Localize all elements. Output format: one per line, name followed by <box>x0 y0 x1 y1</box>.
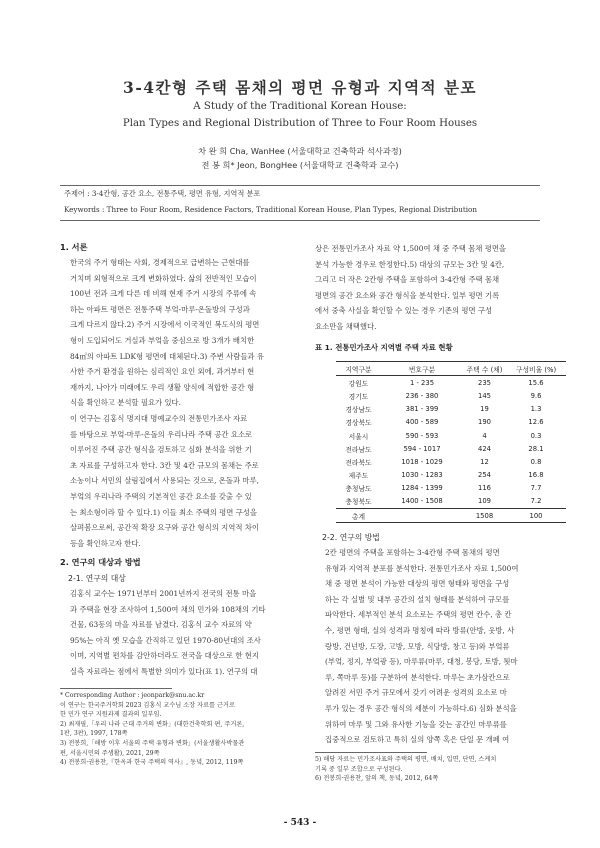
cell-count: 116 <box>478 484 491 493</box>
cell-count: 424 <box>478 444 491 453</box>
text-line: 건물, 63동의 마을 자료를 남겼다. 김홍식 교수 자료의 약 <box>70 620 252 630</box>
text-line: 이루어진 주택 공간 형식을 검토하고 심화 분석을 위한 기 <box>70 445 252 455</box>
cell-range: 1 - 235 <box>409 378 435 387</box>
text-line: 에서 중축 사실을 확인할 수 있는 경우 기존의 평면 구성 <box>315 306 493 316</box>
text-line: 형이 도입되어도 거실과 부엌을 중심으로 방 3개가 배치한 <box>70 335 255 345</box>
table-row <box>336 469 566 482</box>
cell-count: 4 <box>482 431 487 440</box>
text-line: 랑방, 건넌방, 도장, 고방, 모방, 식당방, 창고 등)와 부엌류 <box>325 641 510 651</box>
cell-ratio: 100 <box>506 509 566 523</box>
cell-range: 594 - 1017 <box>403 444 441 453</box>
paper-title-korean: 3-4칸형 주택 몸채의 평면 유형과 지역적 분포 <box>123 78 477 97</box>
cell-ratio: 7.2 <box>530 497 542 506</box>
text-line: 초 자료를 구성하고자 한다. 3칸 및 4칸 규모의 몸채는 주로 <box>70 460 259 470</box>
text-line: 실측 자료라는 점에서 특별한 의미가 있다(표 1). 연구의 대 <box>70 666 258 676</box>
right-column-intro <box>315 241 545 335</box>
footnote: 한 민가 연구 지원과제 결과의 일부임. <box>60 711 162 719</box>
cell-count: 12 <box>480 457 489 466</box>
text-line: 등을 확인하고자 한다. <box>70 538 141 548</box>
text-line: 알려진 서민 주거 규모에서 갖기 어려운 성격의 요소로 마 <box>325 688 507 698</box>
cell-count: 235 <box>478 378 491 387</box>
footnote-divider <box>60 688 172 689</box>
text-line: 요소만을 채택했다. <box>315 321 377 331</box>
footnote: 5) 해당 자료는 민가조사표와 주택의 평면, 배치, 입면, 단면, 스케치 <box>315 756 497 763</box>
text-line: 루가 있는 경우 공간 형식의 세분이 가능하다.6) 심화 분석을 <box>325 703 517 713</box>
cell-range: 1284 - 1399 <box>401 484 443 493</box>
cell-range: 381 - 399 <box>405 405 439 414</box>
footnotes-left <box>60 691 294 768</box>
cell-range: 1018 - 1029 <box>401 457 443 466</box>
text-line: 수, 평면 형태, 실의 성격과 명칭에 따라 방류(안방, 웃방, 사 <box>325 625 515 635</box>
cell-ratio: 0.3 <box>530 431 542 440</box>
cell-region: 충청남도 <box>345 485 372 494</box>
cell-count: 19 <box>480 405 489 414</box>
text-line: 부엌의 우리나라 주택의 기본적인 공간 요소를 갖출 수 있 <box>70 491 252 501</box>
table-row <box>336 455 566 468</box>
text-line: 한국의 주거 형태는 사회, 경제적으로 급변하는 근현대를 <box>70 258 250 267</box>
table-total-row <box>336 509 566 523</box>
table-row <box>336 403 566 416</box>
cell-count: 254 <box>478 471 491 480</box>
text-line: 살펴봄으로써, 공간적 확장 요구와 공간 형식의 지역적 차이 <box>70 523 259 533</box>
cell-count: 109 <box>478 497 491 506</box>
cell-region: 경상북도 <box>345 419 372 428</box>
footnote: 3) 전봉희,「해방 이후 서울의 주택 유형과 변화」(서울생활사박물관 <box>60 739 245 747</box>
cell-ratio: 1.3 <box>530 405 542 414</box>
author-2: 전 봉 희* Jeon, BongHee (서울대학교 건축학과 교수) <box>201 160 399 170</box>
cell-ratio: 28.1 <box>528 444 544 453</box>
table-row <box>336 429 566 442</box>
text-line: 분석 가능한 경우로 한정한다.5) 대상의 규모는 3칸 및 4칸, <box>315 259 505 269</box>
text-line: 그리고 더 작은 2칸형 주택을 포함하여 3-4칸형 주택 몸채 <box>315 275 500 285</box>
cell-ratio: 16.8 <box>528 471 544 480</box>
text-line: 이 연구는 김홍식 명지대 명예교수의 전통민가조사 자료 <box>70 413 248 423</box>
cell-ratio: 9.6 <box>530 391 542 400</box>
footnote: 2) 최재필,「우리 나라 근대 주거의 변화」(대한건축학회 편, 주거론, <box>60 720 245 728</box>
cell-ratio: 12.6 <box>528 418 544 427</box>
text-line: 사한 주거 환경을 원하는 심리적인 요인 외에, 과거부터 현 <box>70 367 255 377</box>
text-line: 이며, 지역별 편차를 감안하더라도 전국을 대상으로 한 현지 <box>70 651 259 661</box>
cell-count: 190 <box>478 418 491 427</box>
cell-region: 제주도 <box>348 472 369 481</box>
text-line: 하는 각 실별 및 내부 공간의 설치 형태를 분석하여 규모를 <box>325 594 510 604</box>
cell-region: 전라남도 <box>345 445 372 454</box>
cell-ratio: 0.8 <box>530 457 542 466</box>
table-row <box>336 416 566 429</box>
footnote: 1판, 3판), 1997, 178쪽 <box>60 730 128 738</box>
text-line: 과 주택을 현장 조사하여 1,500여 채의 민가와 108채의 기타 <box>70 604 266 614</box>
cell-count: 1508 <box>463 509 506 523</box>
column-header: 지역구분 <box>336 362 381 376</box>
column-header: 주택 수 (채) <box>463 362 506 376</box>
section-2-heading: 2. 연구의 대상과 방법 <box>60 557 141 567</box>
paragraph <box>315 545 545 748</box>
footnote: * Corresponding Author : jeonpark@snu.ac.kr <box>60 692 205 699</box>
paragraph <box>60 255 292 411</box>
author-1: 차 완 희 Cha, WanHee (서울대학교 건축학과 석사과정) <box>198 146 402 156</box>
cell-region: 전라북도 <box>345 458 372 467</box>
text-line: 소농이나 서민의 살림집에서 사용되는 것으로, 온돌과 마루, <box>70 476 259 486</box>
table-row <box>336 389 566 402</box>
footnote-divider <box>315 752 427 753</box>
cell-range: 1030 - 1283 <box>401 471 443 480</box>
cell-region: 충청북도 <box>345 498 372 507</box>
section-1-heading: 1. 서론 <box>60 242 88 252</box>
table-row <box>336 442 566 455</box>
text-line: (부엌, 정지, 부엌광 등), 마루류(마루, 대청, 봉당, 토방, 툇마 <box>325 657 518 667</box>
text-line: 거치며 외형적으로 크게 변화하였다. 삶의 전반적인 모습이 <box>70 273 257 283</box>
cell-range: 236 - 380 <box>405 391 439 400</box>
cell-range: 590 - 593 <box>405 431 439 440</box>
table-row <box>336 376 566 390</box>
cell-range <box>381 509 463 523</box>
text-line: 루, 쪽마루 등)를 구분하여 분석한다. 마루는 초가삼칸으로 <box>325 672 510 682</box>
subsection-2-2-body <box>315 545 545 748</box>
footnotes-right <box>315 755 547 784</box>
text-line: 위하여 마루 및 그와 유사한 기능을 갖는 공간인 마루류를 <box>325 719 507 729</box>
text-line: 파악한다. 세부적인 분석 요소로는 주택의 평면 칸수, 총 칸 <box>325 610 512 620</box>
text-line: 집중적으로 검토하고 특히 실의 양쪽 혹은 단일 문 개폐 여 <box>325 735 510 745</box>
footnote: 6) 전봉희·권용찬, 앞의 책, 동녘, 2012, 64쪽 <box>315 775 439 783</box>
subsection-2-1-heading: 2-1. 연구의 대상 <box>68 574 126 583</box>
text-line: 크게 다르지 않다.2) 주거 시장에서 이국적인 복도식의 평면 <box>70 320 260 330</box>
cell-region: 강원도 <box>348 379 369 388</box>
cell-region: 서울시 <box>348 432 369 441</box>
data-table <box>336 361 566 523</box>
page-number: - 543 - <box>283 818 317 828</box>
column-header: 구성비율 (%) <box>506 362 566 376</box>
subsection-2-2-heading: 2-2. 연구의 방법 <box>322 533 380 542</box>
text-line: 를 바탕으로 부엌-마루-온돌의 우리나라 주택 공간 요소로 <box>70 429 253 439</box>
footnote: 편, 서울시민의 주생활), 2021, 29쪽 <box>60 749 160 757</box>
paper-title-english-line1: A Study of the Traditional Korean House: <box>193 101 407 112</box>
paragraph <box>60 586 292 680</box>
text-line: 95%는 아직 옛 모습을 간직하고 있던 1970-80년대의 조사 <box>70 635 261 645</box>
footnote: 이 연구는 한국주거학회 2023 김홍식 교수님 소장 자료를 근거로 <box>60 701 235 709</box>
text-line: 재까지, 나아가 미래에도 우리 생활 양식에 적합한 공간 형 <box>70 382 255 392</box>
section-1-body <box>60 255 292 551</box>
subsection-2-1-body <box>60 586 292 680</box>
column-header: 번호구분 <box>381 362 463 376</box>
cell-ratio: 15.6 <box>528 378 544 387</box>
keywords-korean: 주제어 : 3-4칸형, 공간 요소, 전통주택, 평면 유형, 지역적 분포 <box>64 189 261 198</box>
footnote: 4) 전봉희·권용찬,『한옥과 한국 주택의 역사』, 동녘, 2012, 119쪽 <box>60 759 244 767</box>
keywords-english: Keywords : Three to Four Room, Residence Factors, Traditional Korean House, Plan Types, Regional Distribution <box>64 205 477 214</box>
cell-region: 총계 <box>336 509 381 523</box>
text-line: 채 중 평면 분석이 가능한 대상의 평면 형태와 평면을 구성 <box>325 579 510 589</box>
text-line: 식을 확인하고 분석할 필요가 있다. <box>70 398 181 408</box>
text-line: 상은 전통민가조사 자료 약 1,500여 채 중 주택 몸채 평면을 <box>315 244 507 253</box>
footnote: 기록 중 일부 조합으로 구성된다. <box>315 765 403 773</box>
table-row <box>336 482 566 495</box>
text-line: 84㎡의 아파트 LDK형 평면에 대체된다.3) 주변 사람들과 유 <box>70 351 264 361</box>
table-caption: 표 1. 전통민가조사 지역별 주택 자료 현황 <box>315 343 453 352</box>
cell-range: 400 - 589 <box>405 418 439 427</box>
table-1 <box>336 361 566 523</box>
cell-range: 1400 - 1508 <box>401 497 443 506</box>
text-line: 하는 아파트 평면은 전통주택 부엌-마루-온돌방의 구성과 <box>70 304 250 314</box>
text-line: 김홍식 교수는 1971년부터 2001년까지 전국의 전통 마을 <box>70 589 257 598</box>
text-line: 2칸 평면의 주택을 포함하는 3-4칸형 주택 몸채의 평면 <box>325 548 500 557</box>
text-line: 유형과 지역적 분포를 분석한다. 전통민가조사 자료 1,500여 <box>325 563 519 573</box>
text-line: 는 최소형이라 할 수 있다.1) 이들 최소 주택의 평면 구성을 <box>70 507 257 517</box>
text-line: 평면의 공간 요소와 공간 형식을 분석한다. 일부 평면 기록 <box>315 290 500 300</box>
paragraph <box>60 411 292 551</box>
cell-count: 145 <box>478 391 491 400</box>
cell-region: 경기도 <box>348 392 369 401</box>
text-line: 100년 전과 크게 다른 데 비해 현재 주거 시장의 주류에 속 <box>70 289 257 299</box>
cell-region: 경상남도 <box>345 406 372 415</box>
table-row <box>336 495 566 509</box>
table-header-row <box>336 362 566 376</box>
cell-ratio: 7.7 <box>530 484 542 493</box>
paper-title-english-line2: Plan Types and Regional Distribution of Three to Four Room Houses <box>122 118 478 129</box>
